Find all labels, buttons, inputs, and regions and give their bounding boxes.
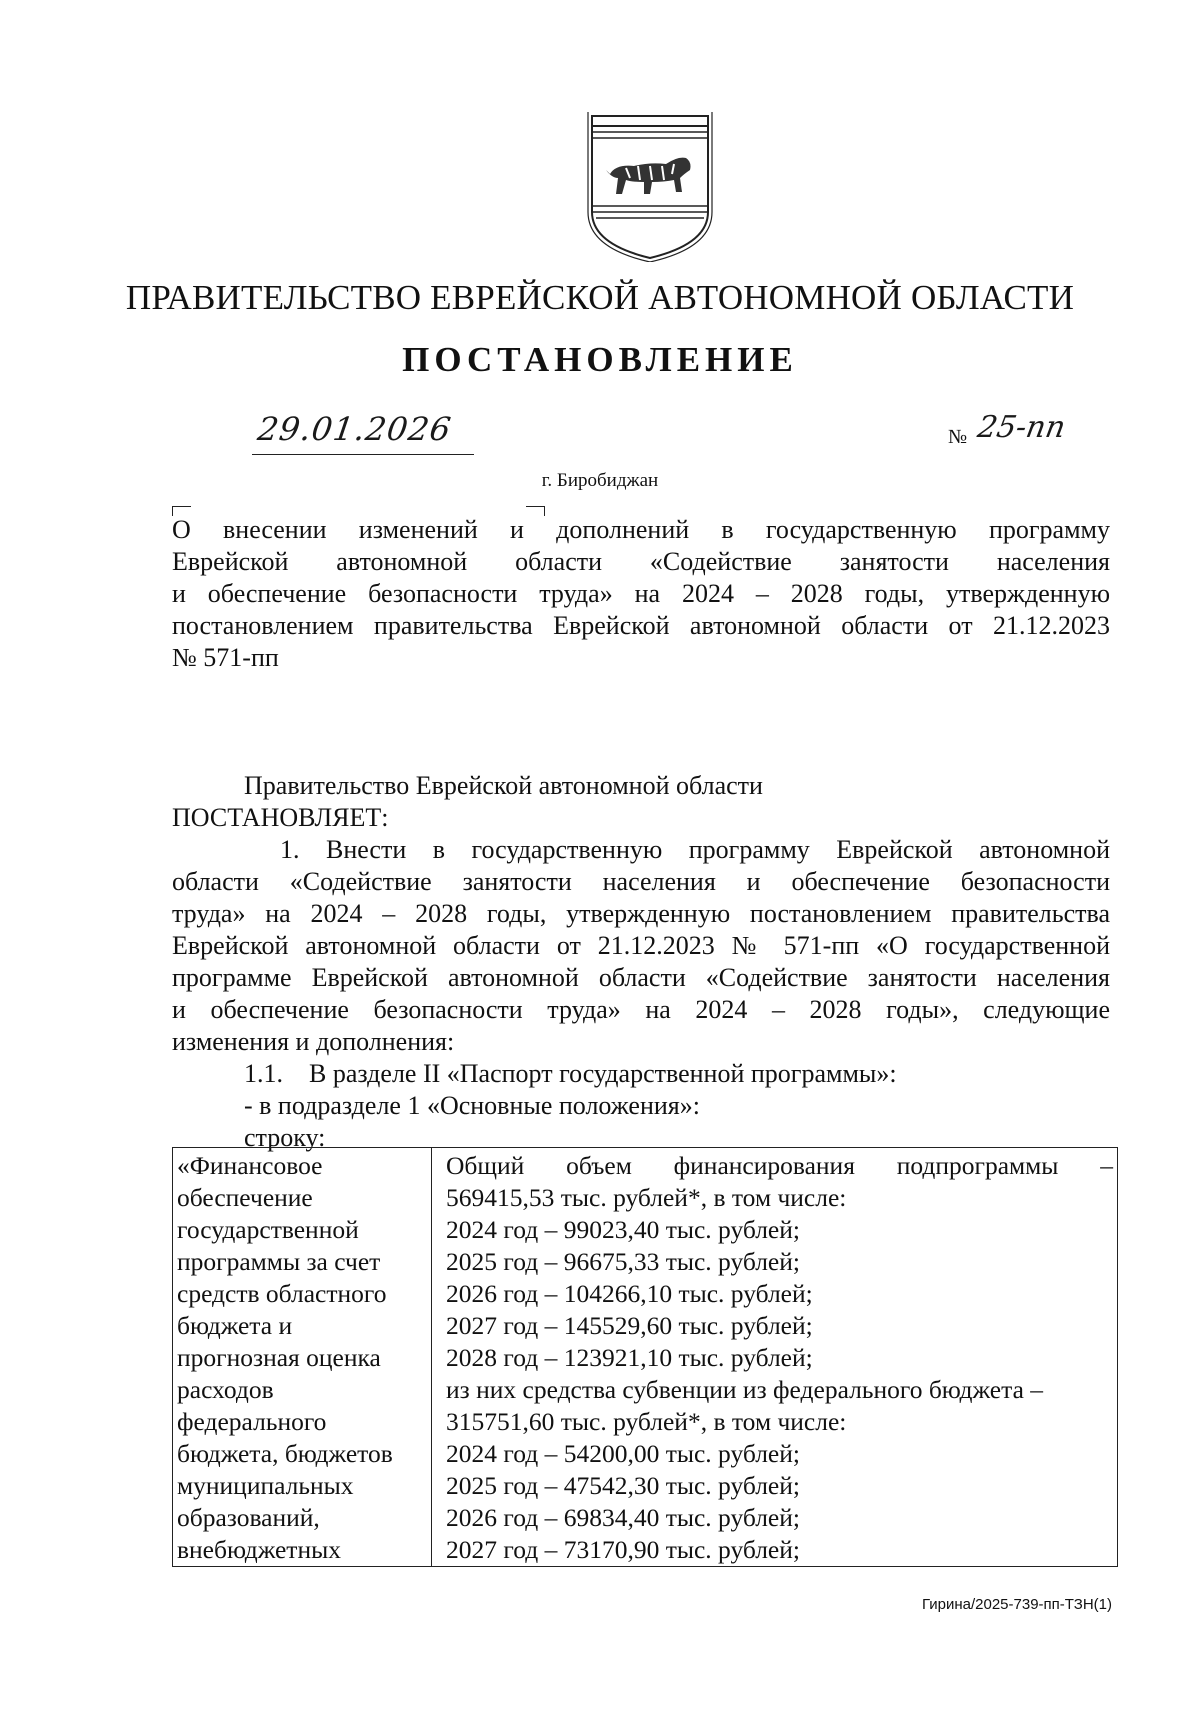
subject-line: и обеспечение безопасности труда» на 2024 – 2028 годы, утвержденную [172,579,1110,608]
body-intro [172,770,1110,834]
coat-of-arms-icon [586,112,714,262]
document-code: Гирина/2025-739-пп-ТЗН(1) [921,1596,1112,1613]
item-line: программе Еврейской автономной области «Содействие занятости населения [172,963,1110,992]
document-subject [172,514,1110,674]
table-row [173,1148,1118,1567]
item-line: Еврейской автономной области от 21.12.2023 № 571-пп «О государственной [172,931,1110,960]
number-sign: № [948,426,968,448]
value-line: 2025 год – 96675,33 тыс. рублей; [446,1247,800,1276]
subject-line: № 571-пп [172,643,279,672]
value-line: 2026 год – 104266,10 тыс. рублей; [446,1279,813,1308]
label-line: государственной [177,1215,359,1244]
value-line: 2027 год – 145529,60 тыс. рублей; [446,1311,813,1340]
document-type-heading: ПОСТАНОВЛЕНИЕ [402,340,798,379]
label-line: образований, [177,1503,320,1532]
label-line: федерального [177,1407,327,1436]
subsection-line: - в подразделе 1 «Основные положения»: [244,1091,700,1120]
item-1 [172,834,1110,1058]
handwritten-number: 25-пп [974,410,1069,445]
label-line: внебюджетных [177,1535,341,1564]
city-line: г. Биробиджан [541,470,659,491]
item-1-1 [172,1058,1110,1154]
label-line: муниципальных [177,1471,354,1500]
item-line: области «Содействие занятости населения и обеспечение безопасности [172,867,1110,896]
label-line: бюджета, бюджетов [177,1439,393,1468]
label-line: «Финансовое [177,1151,323,1180]
label-line: средств областного [177,1279,387,1308]
date-field [252,410,474,455]
label-line: расходов [177,1375,274,1404]
handwritten-date: 29.01.2026 [255,410,454,448]
subject-line: О внесении изменений и дополнений в государственную программу [172,515,1110,544]
item-line: труда» на 2024 – 2028 годы, утвержденную постановлением правительства [172,899,1110,928]
row-label-line: строку: [244,1123,326,1152]
item-line: 1. Внести в государственную программу Еврейской автономной [280,835,1110,864]
table-cell-value [432,1148,1118,1567]
subject-line: постановлением правительства Еврейской автономной области от 21.12.2023 [172,611,1110,640]
value-line: 2027 год – 73170,90 тыс. рублей; [446,1535,800,1564]
number-field [948,410,1069,452]
value-line: 2024 год – 99023,40 тыс. рублей; [446,1215,800,1244]
item-line: и обеспечение безопасности труда» на 2024 – 2028 годы», следующие [172,995,1110,1024]
label-line: обеспечение [177,1183,313,1212]
item-line: изменения и дополнения: [172,1027,455,1056]
intro-line: Правительство Еврейской автономной области [244,771,763,800]
label-line: программы за счет [177,1247,381,1276]
value-line: 2028 год – 123921,10 тыс. рублей; [446,1343,813,1372]
table-cell-label [173,1148,432,1567]
subject-line: Еврейской автономной области «Содействие занятости населения [172,547,1110,576]
government-title: ПРАВИТЕЛЬСТВО ЕВРЕЙСКОЙ АВТОНОМНОЙ ОБЛАСТИ [125,278,1075,317]
value-line: Общий объем финансирования подпрограммы – [446,1151,1113,1180]
subitem-line: 1.1. В разделе II «Паспорт государственной программы»: [244,1059,897,1088]
label-line: бюджета и [177,1311,293,1340]
value-line: 315751,60 тыс. рублей*, в том числе: [446,1407,847,1436]
program-table [172,1147,1118,1567]
value-line: 2024 год – 54200,00 тыс. рублей; [446,1439,800,1468]
label-line: прогнозная оценка [177,1343,381,1372]
value-line: из них средства субвенции из федерального бюджета – [446,1375,1044,1404]
resolves-line: ПОСТАНОВЛЯЕТ: [172,803,389,832]
value-line: 2025 год – 47542,30 тыс. рублей; [446,1471,800,1500]
value-line: 2026 год – 69834,40 тыс. рублей; [446,1503,800,1532]
value-line: 569415,53 тыс. рублей*, в том числе: [446,1183,847,1212]
